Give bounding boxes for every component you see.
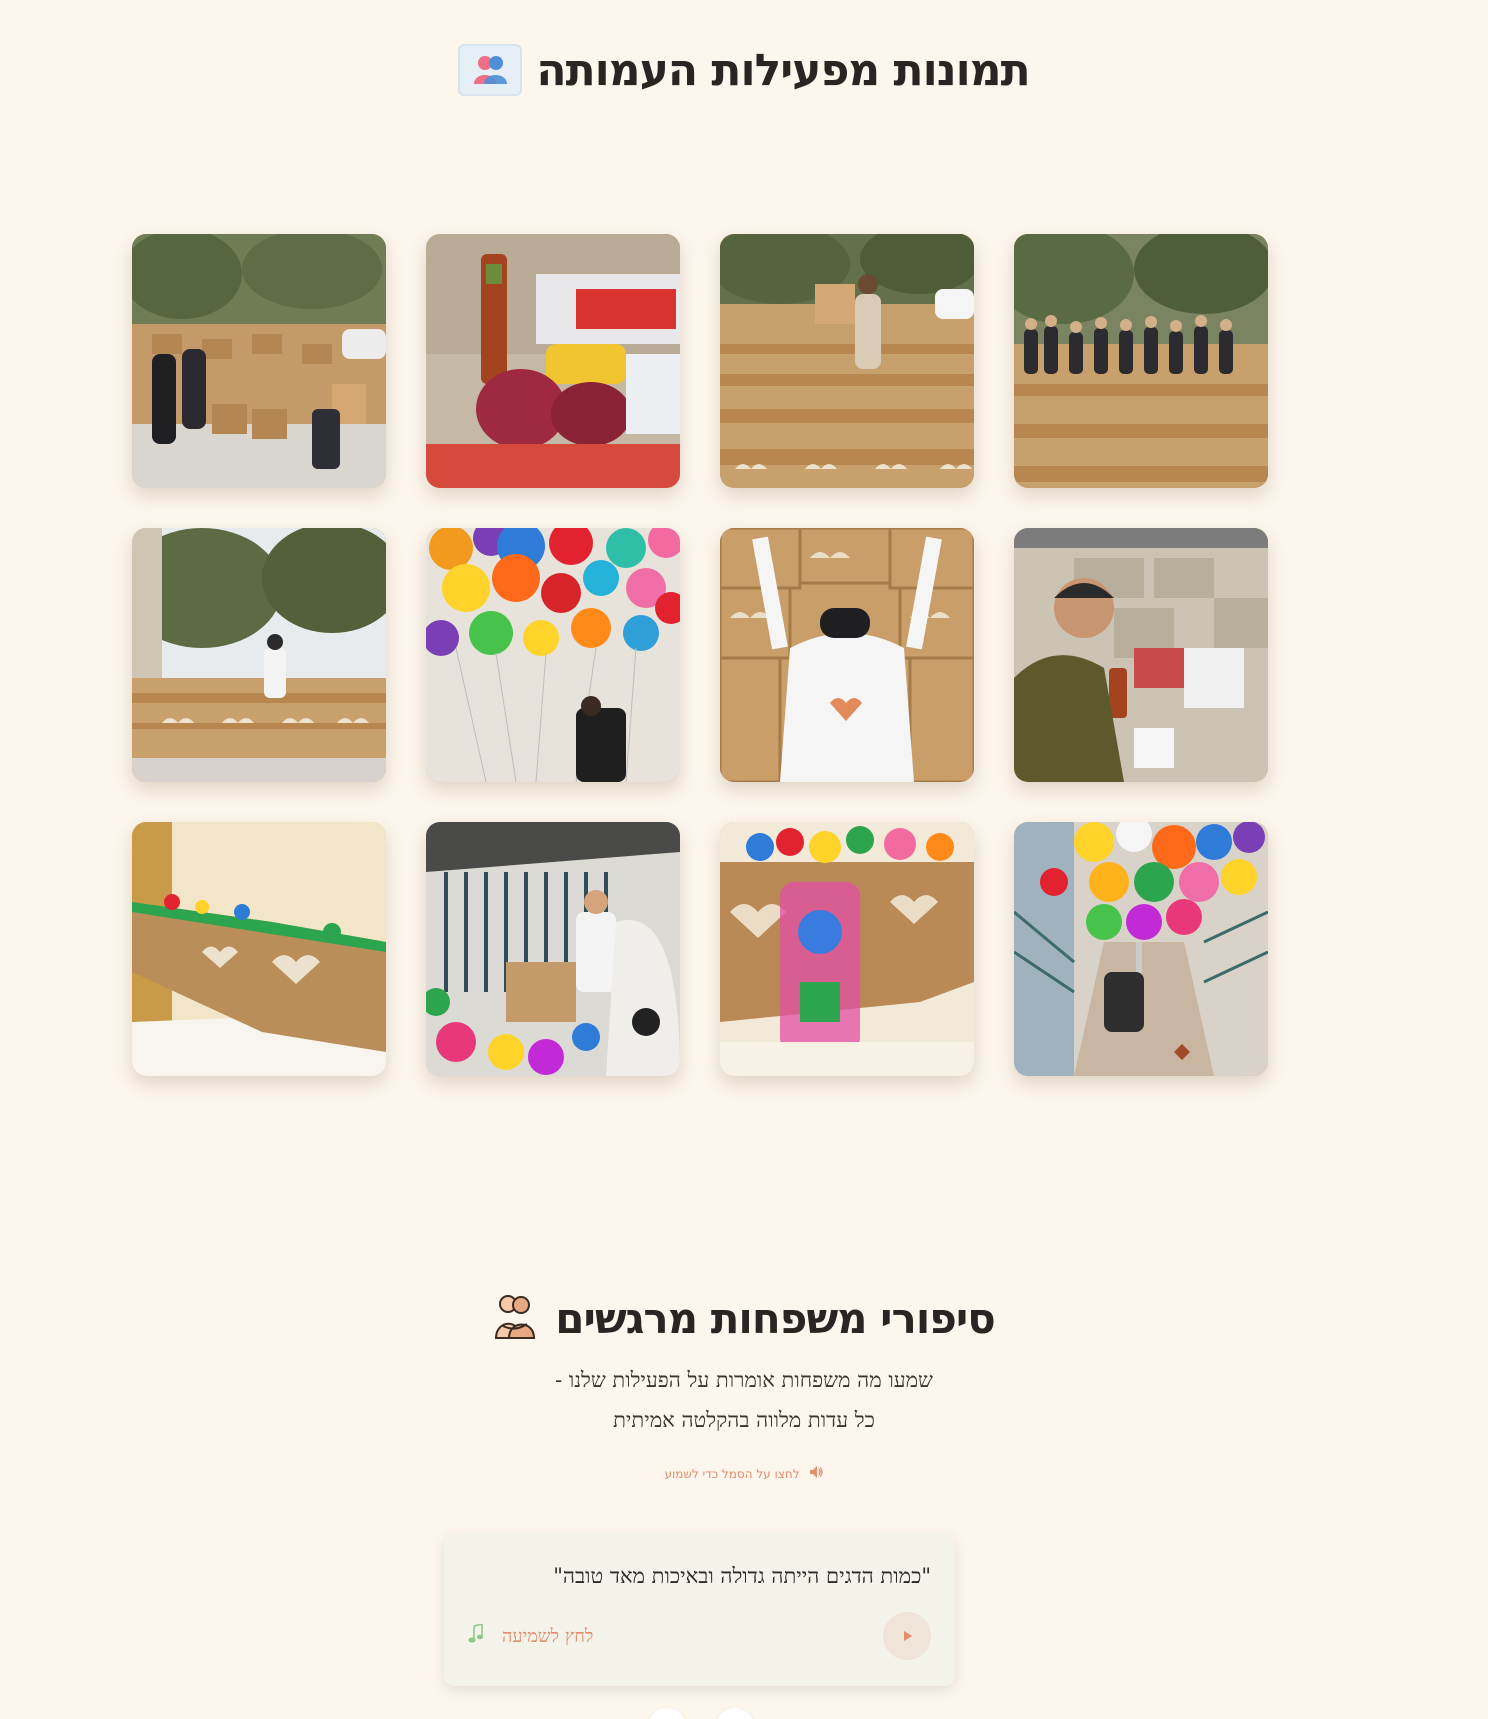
stories-subtitle-line1: שמעו מה משפחות אומרות על הפעילות שלנו - [555, 1368, 933, 1392]
listen-hint-text: לחצו על הסמל כדי לשמוע [664, 1466, 800, 1481]
testimonial-quote: "כמות הדגים הייתה גדולה ובאיכות מאד טובה" [553, 1564, 931, 1588]
carousel-dot[interactable] [648, 1708, 686, 1719]
photo-person-balloons[interactable] [1014, 822, 1268, 1076]
photo-balloons-ceiling[interactable] [426, 528, 680, 782]
photo-toy-boxes-row[interactable] [132, 822, 386, 1076]
people-icon [458, 44, 522, 96]
stories-title: סיפורי משפחות מרגשים [555, 1293, 995, 1343]
photo-food-package-contents[interactable] [426, 234, 680, 488]
carousel-dots [648, 1708, 754, 1719]
music-note-icon [468, 1624, 484, 1648]
photo-group-volunteers[interactable] [1014, 234, 1268, 488]
stories-subtitle-line2: כל עדות מלווה בהקלטה אמיתית [613, 1408, 875, 1432]
photo-woman-holding-box[interactable] [720, 234, 974, 488]
speaker-icon [808, 1464, 824, 1483]
photo-grid [132, 234, 1268, 1076]
hugging-people-icon [493, 1292, 537, 1344]
testimonial-card [444, 1534, 955, 1686]
photo-volunteers-packing-boxes[interactable] [132, 234, 386, 488]
gallery-title: תמונות מפעילות העמותה [536, 44, 1030, 96]
photo-man-among-boxes[interactable] [132, 528, 386, 782]
play-label[interactable]: לחץ לשמיעה [502, 1626, 594, 1647]
carousel-dot[interactable] [716, 1708, 754, 1719]
gallery-header [0, 44, 1488, 96]
photo-man-unpacking[interactable] [1014, 528, 1268, 782]
play-button[interactable] [883, 1612, 931, 1660]
stories-subtitle [0, 1360, 1488, 1440]
photo-woman-toy-stand[interactable] [426, 822, 680, 1076]
photo-toys-in-box[interactable] [720, 822, 974, 1076]
play-icon [901, 1630, 913, 1642]
listen-hint [0, 1464, 1488, 1483]
photo-stacking-boxes[interactable] [720, 528, 974, 782]
stories-header [0, 1292, 1488, 1344]
